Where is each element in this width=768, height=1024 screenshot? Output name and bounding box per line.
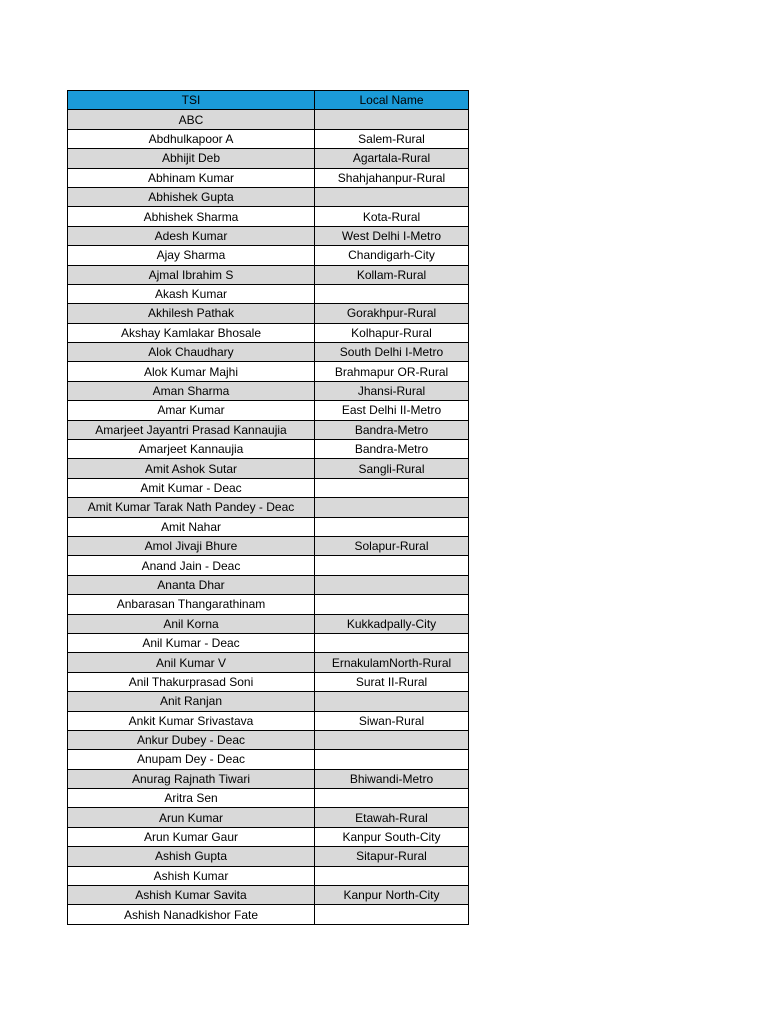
data-table bbox=[67, 90, 469, 925]
local-name-cell[interactable] bbox=[315, 866, 469, 885]
tsi-cell[interactable]: Amit Nahar bbox=[68, 517, 315, 536]
local-name-cell[interactable] bbox=[315, 110, 469, 129]
tsi-cell[interactable]: Abdhulkapoor A bbox=[68, 129, 315, 148]
tsi-cell[interactable]: Ajay Sharma bbox=[68, 246, 315, 265]
local-name-cell[interactable] bbox=[315, 595, 469, 614]
table-row bbox=[68, 187, 469, 206]
local-name-cell[interactable]: Kollam-Rural bbox=[315, 265, 469, 284]
table-row bbox=[68, 595, 469, 614]
tsi-cell[interactable]: Anand Jain - Deac bbox=[68, 556, 315, 575]
local-name-cell[interactable]: Etawah-Rural bbox=[315, 808, 469, 827]
tsi-cell[interactable]: Anil Thakurprasad Soni bbox=[68, 672, 315, 691]
local-name-cell[interactable]: Bandra-Metro bbox=[315, 420, 469, 439]
tsi-cell[interactable]: Anupam Dey - Deac bbox=[68, 750, 315, 769]
local-name-cell[interactable] bbox=[315, 517, 469, 536]
local-name-cell[interactable] bbox=[315, 575, 469, 594]
table-row bbox=[68, 459, 469, 478]
tsi-cell[interactable]: Anit Ranjan bbox=[68, 692, 315, 711]
table-row bbox=[68, 343, 469, 362]
local-name-cell[interactable] bbox=[315, 284, 469, 303]
tsi-cell[interactable]: Amit Kumar Tarak Nath Pandey - Deac bbox=[68, 498, 315, 517]
local-name-cell[interactable] bbox=[315, 556, 469, 575]
table-row bbox=[68, 381, 469, 400]
table-row bbox=[68, 420, 469, 439]
table-row bbox=[68, 808, 469, 827]
local-name-cell[interactable] bbox=[315, 187, 469, 206]
local-name-cell[interactable] bbox=[315, 789, 469, 808]
tsi-cell[interactable]: Ashish Kumar Savita bbox=[68, 886, 315, 905]
tsi-cell[interactable]: Anil Kumar - Deac bbox=[68, 633, 315, 652]
local-name-cell[interactable]: Gorakhpur-Rural bbox=[315, 304, 469, 323]
table-row bbox=[68, 827, 469, 846]
local-name-cell[interactable]: Shahjahanpur-Rural bbox=[315, 168, 469, 187]
table-row bbox=[68, 730, 469, 749]
tsi-cell[interactable]: Aritra Sen bbox=[68, 789, 315, 808]
tsi-cell[interactable]: Aman Sharma bbox=[68, 381, 315, 400]
local-name-cell[interactable] bbox=[315, 730, 469, 749]
table-row bbox=[68, 575, 469, 594]
local-name-cell[interactable]: Sitapur-Rural bbox=[315, 847, 469, 866]
local-name-cell[interactable]: Surat II-Rural bbox=[315, 672, 469, 691]
table-row bbox=[68, 168, 469, 187]
local-name-cell[interactable]: Brahmapur OR-Rural bbox=[315, 362, 469, 381]
local-name-cell[interactable] bbox=[315, 692, 469, 711]
table-row bbox=[68, 633, 469, 652]
table-row bbox=[68, 692, 469, 711]
tsi-cell[interactable]: Abhijit Deb bbox=[68, 149, 315, 168]
tsi-cell[interactable]: Anil Korna bbox=[68, 614, 315, 633]
local-name-cell[interactable]: Jhansi-Rural bbox=[315, 381, 469, 400]
tsi-cell[interactable]: Ankit Kumar Srivastava bbox=[68, 711, 315, 730]
tsi-cell[interactable]: ABC bbox=[68, 110, 315, 129]
table-row bbox=[68, 478, 469, 497]
tsi-cell[interactable]: Anil Kumar V bbox=[68, 653, 315, 672]
tsi-cell[interactable]: Abhinam Kumar bbox=[68, 168, 315, 187]
local-name-cell[interactable]: ErnakulamNorth-Rural bbox=[315, 653, 469, 672]
table-row bbox=[68, 905, 469, 924]
local-name-cell[interactable]: Bandra-Metro bbox=[315, 440, 469, 459]
tsi-cell[interactable]: Amarjeet Jayantri Prasad Kannaujia bbox=[68, 420, 315, 439]
table-row bbox=[68, 517, 469, 536]
table-row bbox=[68, 304, 469, 323]
table-row bbox=[68, 653, 469, 672]
tsi-cell[interactable]: Amarjeet Kannaujia bbox=[68, 440, 315, 459]
table-row bbox=[68, 207, 469, 226]
tsi-cell[interactable]: Alok Kumar Majhi bbox=[68, 362, 315, 381]
local-name-cell[interactable]: Siwan-Rural bbox=[315, 711, 469, 730]
table-row bbox=[68, 323, 469, 342]
tsi-cell[interactable]: Ankur Dubey - Deac bbox=[68, 730, 315, 749]
tsi-cell[interactable]: Ashish Nanadkishor Fate bbox=[68, 905, 315, 924]
tsi-cell[interactable]: Akshay Kamlakar Bhosale bbox=[68, 323, 315, 342]
table-row bbox=[68, 226, 469, 245]
table-row bbox=[68, 789, 469, 808]
table-row bbox=[68, 866, 469, 885]
local-name-cell[interactable] bbox=[315, 750, 469, 769]
table-row bbox=[68, 265, 469, 284]
local-name-cell[interactable] bbox=[315, 905, 469, 924]
local-name-cell[interactable]: Solapur-Rural bbox=[315, 536, 469, 555]
header-row bbox=[68, 91, 469, 110]
local-name-cell[interactable]: Kanpur North-City bbox=[315, 886, 469, 905]
table-row bbox=[68, 711, 469, 730]
local-name-cell[interactable] bbox=[315, 498, 469, 517]
tsi-cell[interactable]: Ashish Gupta bbox=[68, 847, 315, 866]
table-row bbox=[68, 440, 469, 459]
tsi-cell[interactable]: Amit Kumar - Deac bbox=[68, 478, 315, 497]
tsi-cell[interactable]: Abhishek Sharma bbox=[68, 207, 315, 226]
table-row bbox=[68, 129, 469, 148]
tsi-cell[interactable]: Anbarasan Thangarathinam bbox=[68, 595, 315, 614]
local-name-cell[interactable]: Bhiwandi-Metro bbox=[315, 769, 469, 788]
local-name-cell[interactable]: West Delhi I-Metro bbox=[315, 226, 469, 245]
local-name-cell[interactable]: Kukkadpally-City bbox=[315, 614, 469, 633]
tsi-cell[interactable]: Arun Kumar Gaur bbox=[68, 827, 315, 846]
table-row bbox=[68, 614, 469, 633]
table-row bbox=[68, 149, 469, 168]
local-name-cell[interactable]: Kanpur South-City bbox=[315, 827, 469, 846]
tsi-cell[interactable]: Ananta Dhar bbox=[68, 575, 315, 594]
table-row bbox=[68, 847, 469, 866]
table-row bbox=[68, 750, 469, 769]
local-name-cell[interactable]: South Delhi I-Metro bbox=[315, 343, 469, 362]
table-row bbox=[68, 536, 469, 555]
tsi-cell[interactable]: Abhishek Gupta bbox=[68, 187, 315, 206]
local-name-cell[interactable]: Kolhapur-Rural bbox=[315, 323, 469, 342]
tsi-cell[interactable]: Amol Jivaji Bhure bbox=[68, 536, 315, 555]
local-name-cell[interactable]: Salem-Rural bbox=[315, 129, 469, 148]
table-row bbox=[68, 246, 469, 265]
local-name-cell[interactable]: East Delhi II-Metro bbox=[315, 401, 469, 420]
local-name-cell[interactable]: Sangli-Rural bbox=[315, 459, 469, 478]
tsi-cell[interactable]: Ajmal Ibrahim S bbox=[68, 265, 315, 284]
table-body bbox=[68, 110, 469, 924]
table-row bbox=[68, 284, 469, 303]
table-row bbox=[68, 498, 469, 517]
column-header-local-name[interactable]: Local Name bbox=[315, 91, 469, 110]
tsi-cell[interactable]: Adesh Kumar bbox=[68, 226, 315, 245]
tsi-cell[interactable]: Ashish Kumar bbox=[68, 866, 315, 885]
table-row bbox=[68, 110, 469, 129]
table-row bbox=[68, 362, 469, 381]
column-header-tsi[interactable]: TSI bbox=[68, 91, 315, 110]
local-name-cell[interactable] bbox=[315, 478, 469, 497]
tsi-cell[interactable]: Alok Chaudhary bbox=[68, 343, 315, 362]
local-name-cell[interactable]: Kota-Rural bbox=[315, 207, 469, 226]
table-row bbox=[68, 556, 469, 575]
table-row bbox=[68, 672, 469, 691]
tsi-cell[interactable]: Amar Kumar bbox=[68, 401, 315, 420]
tsi-cell[interactable]: Anurag Rajnath Tiwari bbox=[68, 769, 315, 788]
local-name-cell[interactable]: Agartala-Rural bbox=[315, 149, 469, 168]
tsi-cell[interactable]: Akhilesh Pathak bbox=[68, 304, 315, 323]
table-row bbox=[68, 769, 469, 788]
tsi-cell[interactable]: Amit Ashok Sutar bbox=[68, 459, 315, 478]
local-name-cell[interactable]: Chandigarh-City bbox=[315, 246, 469, 265]
table-row bbox=[68, 401, 469, 420]
tsi-cell[interactable]: Arun Kumar bbox=[68, 808, 315, 827]
table-row bbox=[68, 886, 469, 905]
local-name-cell[interactable] bbox=[315, 633, 469, 652]
tsi-cell[interactable]: Akash Kumar bbox=[68, 284, 315, 303]
